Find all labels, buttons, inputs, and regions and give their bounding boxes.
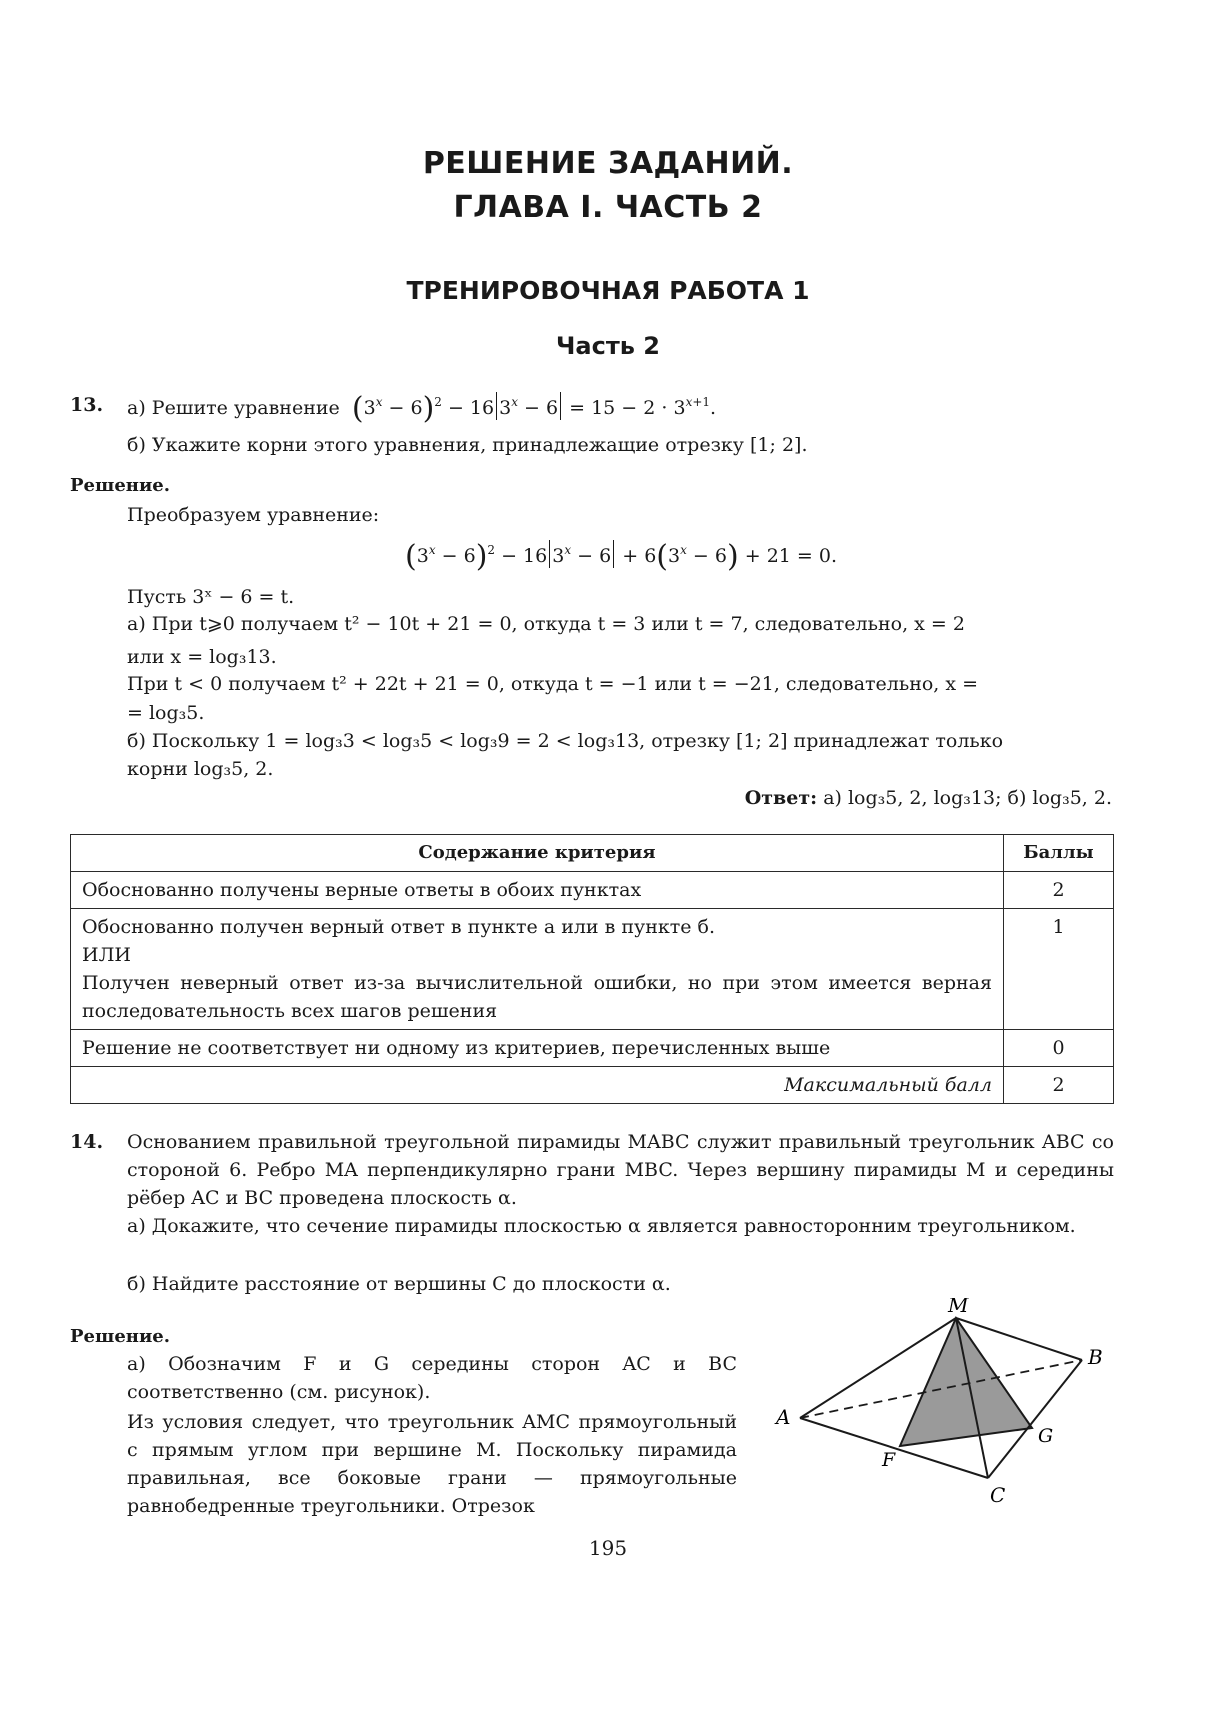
equation-13: $(3^x - 6)^2 - 16$ $3^x - 6 = 15 - 2 \cdot 3^{x+1}$. <box>351 391 717 426</box>
criteria-text: Решение не соответствует ни одному из критериев, перечисленных выше <box>71 1030 1004 1067</box>
problem-14-part-a: а) Докажите, что сечение пирамиды плоскостью α является равносторонним треугольником. <box>127 1215 1076 1237</box>
max-score-label: Максимальный балл <box>71 1067 1004 1104</box>
label-F: F <box>882 1449 896 1471</box>
max-score-value: 2 <box>1004 1067 1114 1104</box>
solution-13-part-b: б) Поскольку 1 = log₃3 < log₃5 < log₃9 = 2 < log₃13, отрезку [1; 2] принадлежат только <box>127 730 1004 752</box>
problem-13-part-a-prefix: а) Решите уравнение <box>127 397 340 419</box>
solution-13-substitution: Пусть 3ˣ − 6 = t. <box>127 586 295 608</box>
solution-13-case1: а) При t⩾0 получаем t² − 10t + 21 = 0, откуда t = 3 или t = 7, следовательно, x = 2 <box>127 613 965 635</box>
part-title: Часть 2 <box>556 332 660 360</box>
chapter-title-line2: ГЛАВА I. ЧАСТЬ 2 <box>453 190 763 225</box>
solution-14-p1: а) Обозначим F и G середины сторон AC и BC соответственно (см. рисунок). <box>127 1353 737 1403</box>
solution-13-part-b-cont: корни log₃5, 2. <box>127 758 274 780</box>
criteria-text <box>71 909 1004 1030</box>
criteria-points: 0 <box>1004 1030 1114 1067</box>
solution-13-transform: Преобразуем уравнение: <box>127 504 380 526</box>
criteria-table-header <box>71 835 1114 872</box>
solution-13-case2: При t < 0 получаем t² + 22t + 21 = 0, откуда t = −1 или t = −21, следовательно, x = <box>127 673 979 695</box>
answer-13 <box>745 785 1112 811</box>
criteria-text-line3: Получен неверный ответ из-за вычислительной ошибки, но при этом имеется верная последовательность всех шагов решения <box>82 972 992 1022</box>
criteria-points: 2 <box>1004 872 1114 909</box>
problem-14-part-b: б) Найдите расстояние от вершины C до плоскости α. <box>127 1273 671 1295</box>
answer-13-text: а) log₃5, 2, log₃13; б) log₃5, 2. <box>823 787 1112 809</box>
solution-14-p2: Из условия следует, что треугольник AMC прямоугольный с прямым углом при вершине M. Поскольку пирамида правильная, все боковые грани — прямоугольные равнобедренные треугольники. Отрезок <box>127 1411 737 1517</box>
page-number: 195 <box>588 1536 628 1560</box>
label-M: M <box>948 1298 969 1317</box>
label-G: G <box>1038 1425 1054 1447</box>
criteria-text-line1: Обоснованно получен верный ответ в пункте а или в пункте б. <box>82 916 716 938</box>
problem-14-statement: Основанием правильной треугольной пирамиды MABC служит правильный треугольник ABC со стороной 6. Ребро MA перпендикулярно грани MBC. Через вершину пирамиды M и середины рёбер AC и BC проведена плоскость α. <box>127 1131 1114 1209</box>
problem-13-number: 13. <box>70 394 104 416</box>
criteria-points: 1 <box>1004 909 1114 1030</box>
problem-13-part-a <box>127 391 717 426</box>
chapter-title-line1: РЕШЕНИЕ ЗАДАНИЙ. <box>422 146 794 181</box>
label-C: C <box>990 1483 1006 1507</box>
problem-13-part-b: б) Укажите корни этого уравнения, принадлежащие отрезку [1; 2]. <box>127 434 808 456</box>
pyramid-figure <box>770 1298 1130 1538</box>
problem-14-number: 14. <box>70 1131 104 1153</box>
solution-13-label: Решение. <box>70 475 171 496</box>
solution-14-label: Решение. <box>70 1326 171 1347</box>
criteria-header-content: Содержание критерия <box>71 835 1004 872</box>
table-row <box>71 1030 1114 1067</box>
label-B: B <box>1088 1345 1103 1369</box>
solution-13-case2-cont: = log₃5. <box>127 702 205 724</box>
work-title: ТРЕНИРОВОЧНАЯ РАБОТА 1 <box>406 276 810 305</box>
criteria-text-or: ИЛИ <box>82 944 131 966</box>
criteria-header-points: Баллы <box>1004 835 1114 872</box>
transformed-equation: $(3^x - 6)^2 - 16$ $3^x - 6 + 6(3^x - 6) + 21 = 0$. <box>405 539 838 574</box>
table-row <box>71 872 1114 909</box>
solution-13-case1-cont: или x = log₃13. <box>127 646 277 668</box>
table-row-max <box>71 1067 1114 1104</box>
criteria-table <box>70 834 1114 1104</box>
answer-13-label: Ответ: <box>744 787 818 809</box>
label-A: A <box>776 1405 791 1429</box>
criteria-text: Обоснованно получены верные ответы в обоих пунктах <box>71 872 1004 909</box>
table-row <box>71 909 1114 1030</box>
